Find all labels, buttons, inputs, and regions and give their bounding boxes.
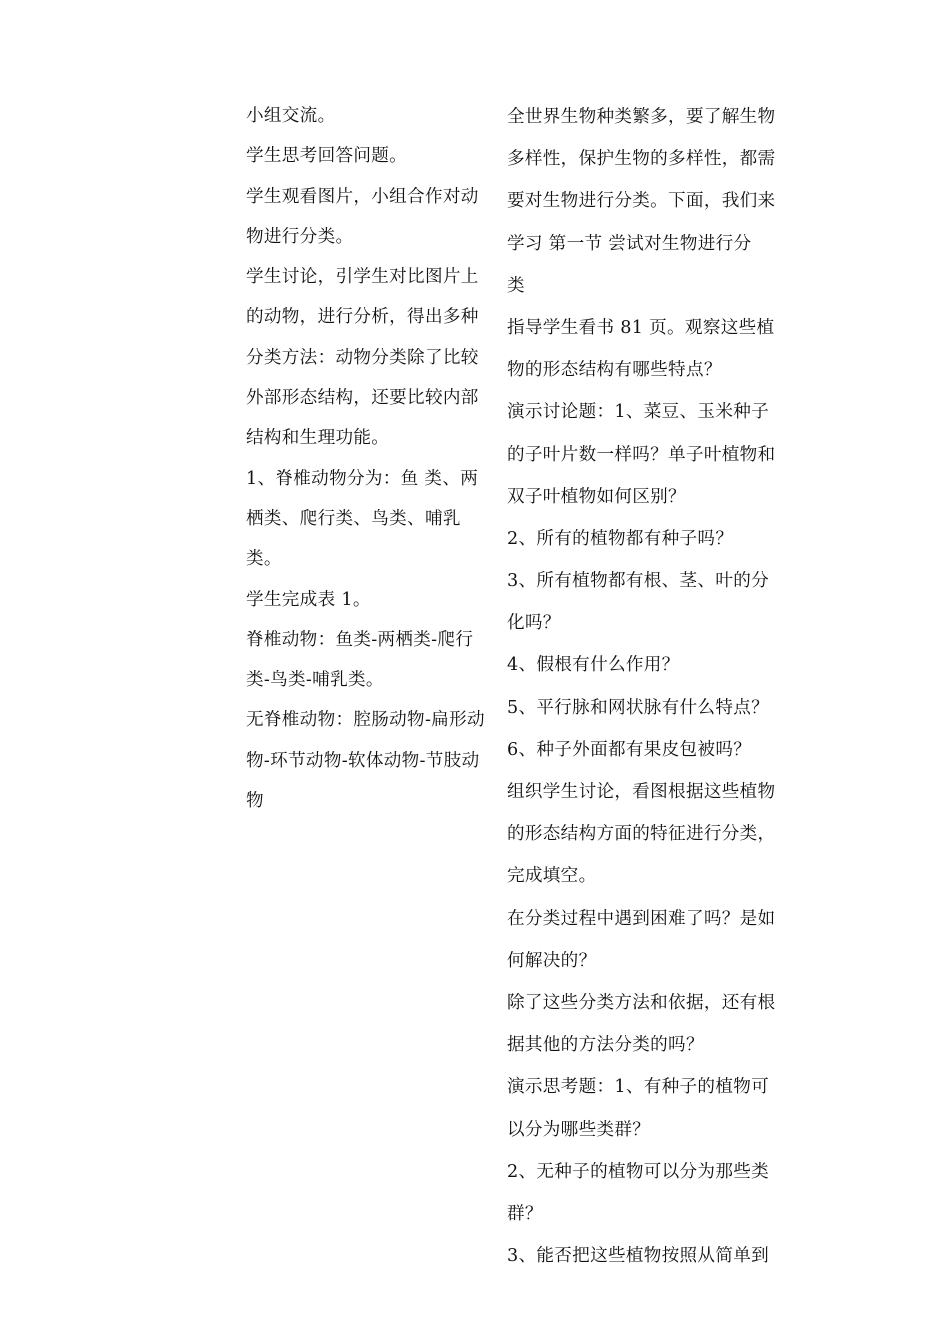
text-line: 物-环节动物-软体动物-节肢动 (246, 750, 480, 771)
text-line: 2、所有的植物都有种子吗？ (507, 528, 734, 549)
text-line: 类 (507, 275, 525, 296)
text-line: 的子叶片数一样吗？单子叶植物和 (507, 444, 776, 465)
student-activity-column (246, 96, 508, 821)
text-line: 组织学生讨论，看图根据这些植物 (507, 782, 776, 802)
text-line: 的形态结构方面的特征进行分类， (507, 824, 776, 845)
text-line: 多样性，保护生物的多样性，都需 (507, 149, 776, 170)
text-line: 演示讨论题：1、菜豆、玉米种子 (507, 402, 770, 423)
text-line: 3、能否把这些植物按照从简单到 (507, 1246, 770, 1267)
text-line: 6、种子外面都有果皮包被吗？ (507, 739, 752, 760)
text-line: 的动物，进行分析，得出多种 (246, 307, 479, 328)
text-line: 物 (246, 791, 264, 812)
text-line: 学生讨论，引学生对比图片上 (246, 267, 479, 288)
text-line: 指导学生看书 81 页。观察这些植 (507, 317, 775, 338)
text-line: 物的形态结构有哪些特点？ (507, 360, 722, 381)
text-line: 学生完成表 1。 (246, 589, 371, 610)
text-line: 以分为哪些类群？ (507, 1119, 651, 1140)
text-line: 学习 第一节 尝试对生物进行分 (507, 233, 752, 254)
text-line: 演示思考题：1、有种子的植物可 (507, 1077, 770, 1098)
text-line: 要对生物进行分类。下面，我们来 (507, 191, 776, 212)
text-line: 化吗？ (507, 613, 561, 634)
text-line: 学生思考回答问题。 (246, 146, 408, 167)
text-line: 群？ (507, 1203, 543, 1224)
text-line: 物进行分类。 (246, 226, 354, 247)
teacher-activity-column (507, 96, 797, 1277)
text-line: 分类方法：动物分类除了比较 (246, 347, 479, 368)
text-line: 学生观看图片，小组合作对动 (246, 186, 479, 207)
text-line: 脊椎动物：鱼类-两栖类-爬行 (246, 629, 474, 650)
text-line: 栖类、爬行类、鸟类、哺乳 (246, 508, 461, 529)
text-line: 1、脊椎动物分为：鱼 类、两 (246, 468, 479, 489)
text-line: 5、平行脉和网状脉有什么特点？ (507, 697, 770, 718)
text-line: 无脊椎动物：腔肠动物-扁形动 (246, 710, 485, 731)
text-line: 在分类过程中遇到困难了吗？是如 (507, 908, 776, 929)
text-line: 何解决的？ (507, 950, 597, 971)
text-line: 全世界生物种类繁多，要了解生物 (507, 107, 776, 127)
text-line: 结构和生理功能。 (246, 428, 390, 449)
text-line: 完成填空。 (507, 866, 597, 887)
text-line: 类-鸟类-哺乳类。 (246, 670, 384, 691)
text-line: 3、所有植物都有根、茎、叶的分 (507, 571, 770, 592)
text-line: 类。 (246, 549, 282, 570)
text-line: 双子叶植物如何区别？ (507, 486, 686, 507)
text-line: 小组交流。 (246, 106, 336, 126)
text-line: 除了这些分类方法和依据，还有根 (507, 992, 776, 1013)
text-line: 据其他的方法分类的吗？ (507, 1035, 704, 1056)
text-line: 2、无种子的植物可以分为那些类 (507, 1161, 770, 1182)
text-line: 4、假根有什么作用？ (507, 655, 680, 676)
text-line: 外部形态结构，还要比较内部 (246, 388, 479, 409)
